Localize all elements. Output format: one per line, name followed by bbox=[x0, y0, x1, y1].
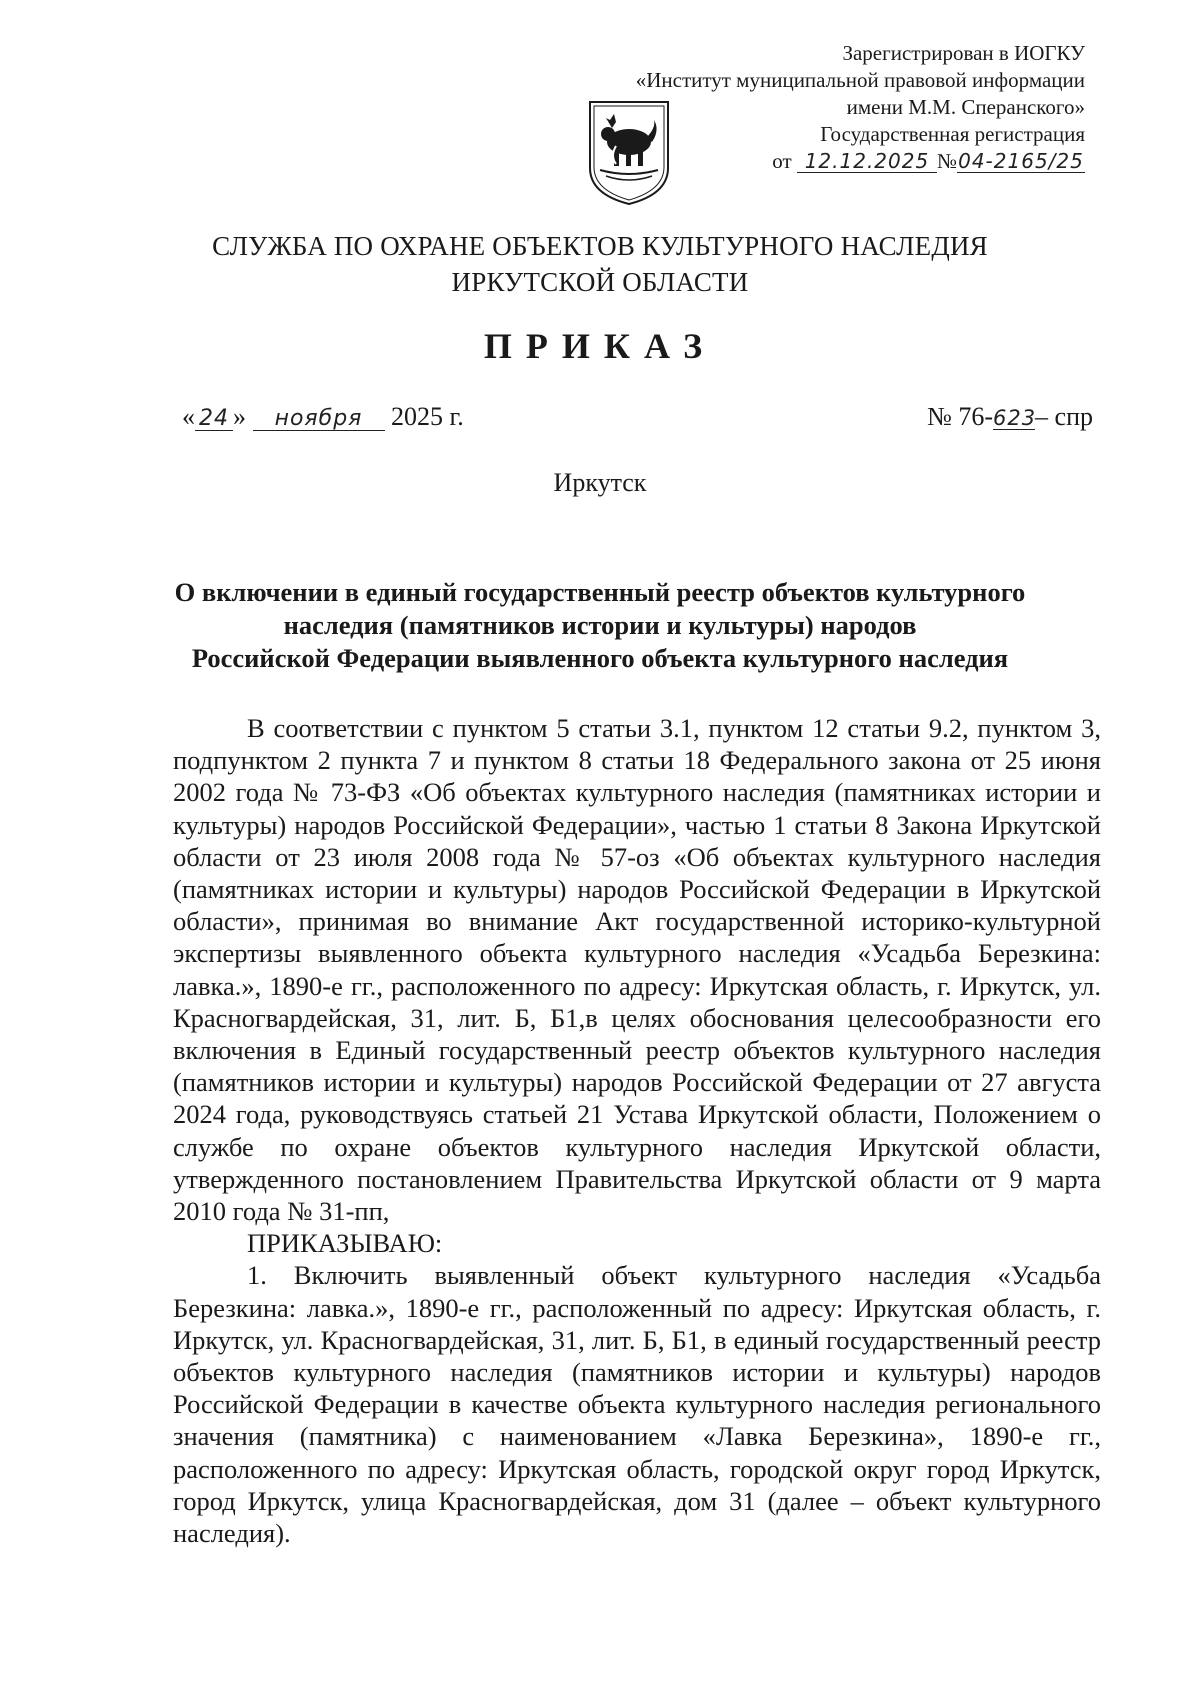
order-item-1: 1. Включить выявленный объект культурного наследия «Усадьба Березкина: лавка.», 1890-е гг., расположенный по адресу: Иркутская область, г. Иркутск, ул. Красногвардейская, 31, лит. Б, Б1, в единый государственный реестр объектов культурного наследия (памятников истории и культуры) народов Российской Федерации в качестве объекта культурного наследия регионального значения (памятника) с наименованием «Лавка Березкина», 1890-е гг., расположенного по адресу: Иркутская область, городской округ город Иркутск, город Иркутск, улица Красногвардейская, дом 31 (далее – объект культурного наследия). bbox=[173, 1260, 1101, 1549]
registration-line: имени М.М. Сперанского» bbox=[846, 95, 1085, 119]
registration-number-prefix: № bbox=[936, 149, 957, 173]
date-year: 2025 г. bbox=[391, 402, 464, 431]
document-body bbox=[173, 712, 1101, 1549]
agency-name bbox=[100, 228, 1100, 300]
date-day-handwritten: 24 bbox=[195, 408, 233, 431]
order-number bbox=[927, 402, 1093, 432]
coat-of-arms bbox=[586, 98, 672, 208]
document-title-line: О включении в единый государственный реестр объектов культурного bbox=[174, 577, 1026, 607]
order-number-handwritten: 623 bbox=[993, 406, 1037, 430]
registration-line: «Институт муниципальной правовой информации bbox=[635, 68, 1085, 92]
document-title bbox=[130, 576, 1070, 675]
date-month-handwritten: ноября bbox=[253, 408, 385, 431]
document-title-line: Российской Федерации выявленного объекта культурного наследия bbox=[191, 643, 1009, 673]
order-number-prefix: № 76- bbox=[927, 402, 994, 431]
date-close-quote: » bbox=[233, 402, 246, 431]
agency-name-line: ИРКУТСКОЙ ОБЛАСТИ bbox=[451, 267, 749, 297]
registration-line: Государственная регистрация bbox=[820, 122, 1085, 146]
document-title-line: наследия (памятников истории и культуры) народов bbox=[283, 610, 917, 640]
registration-date-prefix: от bbox=[772, 149, 792, 173]
document-type: ПРИКАЗ bbox=[483, 326, 717, 366]
registration-number-handwritten: 04-2165/25 bbox=[958, 149, 1084, 173]
order-word: ПРИКАЗЫВАЮ: bbox=[247, 1228, 443, 1259]
registration-date-handwritten: 12.12.2025 bbox=[797, 150, 937, 173]
order-date bbox=[182, 402, 464, 432]
irkutsk-coat-of-arms-icon bbox=[586, 98, 672, 208]
agency-name-line: СЛУЖБА ПО ОХРАНЕ ОБЪЕКТОВ КУЛЬТУРНОГО НАСЛЕДИЯ bbox=[212, 231, 988, 261]
registration-line: Зарегистрирован в ИОГКУ bbox=[842, 41, 1085, 65]
order-number-suffix: – спр bbox=[1035, 402, 1093, 431]
city: Иркутск bbox=[553, 468, 647, 497]
date-open-quote: « bbox=[182, 402, 195, 431]
preamble-paragraph: В соответствии с пунктом 5 статьи 3.1, пунктом 12 статьи 9.2, пунктом 3, подпунктом 2 пункта 7 и пунктом 8 статьи 18 Федерального закона от 25 июня 2002 года № 73-ФЗ «Об объектах культурного наследия (памятниках истории и культуры) народов Российской Федерации», частью 1 статьи 8 Закона Иркутской области от 23 июля 2008 года № 57-оз «Об объектах культурного наследия (памятниках истории и культуры) народов Российской Федерации в Иркутской области», принимая во внимание Акт государственной историко-культурной экспертизы выявленного объекта культурного наследия «Усадьба Березкина: лавка.», 1890-е гг., расположенного по адресу: Иркутская область, г. Иркутск, ул. Красногвардейская, 31, лит. Б, Б1,в целях обоснования целесообразности его включения в Единый государственный реестр объектов культурного наследия (памятников истории и культуры) народов Российской Федерации от 27 августа 2024 года, руководствуясь статьей 21 Устава Иркутской области, Положением о службе по охране объектов культурного наследия Иркутской области, утвержденного постановлением Правительства Иркутской области от 9 марта 2010 года № 31-пп, bbox=[173, 713, 1101, 1227]
